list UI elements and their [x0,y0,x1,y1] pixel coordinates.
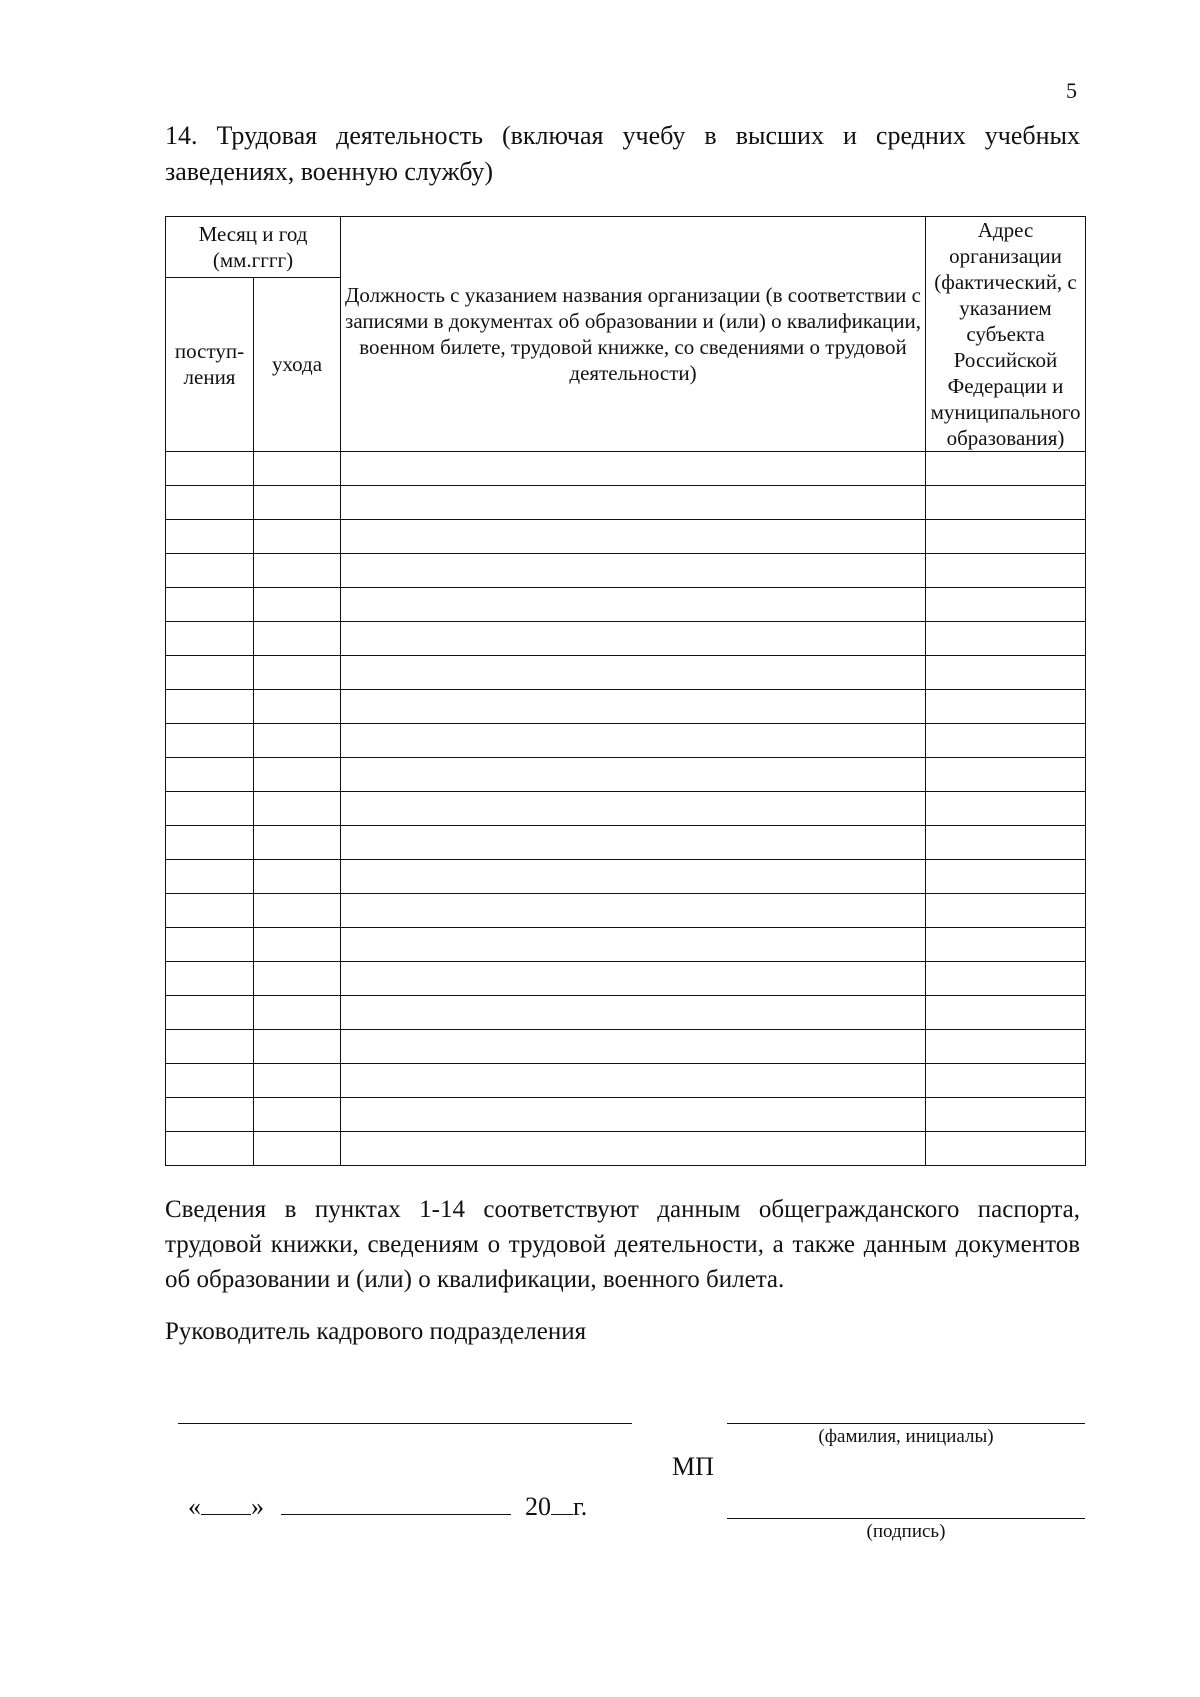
position-cell[interactable] [341,622,926,656]
table-row [166,860,1086,894]
table-row [166,452,1086,486]
position-cell[interactable] [341,962,926,996]
address-cell[interactable] [926,928,1086,962]
position-cell[interactable] [341,996,926,1030]
exit-cell[interactable] [254,826,341,860]
position-cell[interactable] [341,792,926,826]
address-cell[interactable] [926,554,1086,588]
address-cell[interactable] [926,1132,1086,1166]
address-cell[interactable] [926,1064,1086,1098]
header-address: Адрес организации (фактический, с указанием субъекта Российской Федерации и муниципального образования) [926,217,1086,452]
table-row [166,1098,1086,1132]
exit-cell[interactable] [254,656,341,690]
position-cell[interactable] [341,894,926,928]
date-line [188,1492,587,1522]
entry-cell[interactable] [166,1030,254,1064]
page-number: 5 [1066,78,1077,103]
signature-line[interactable] [727,1518,1085,1519]
position-cell[interactable] [341,1132,926,1166]
position-cell[interactable] [341,690,926,724]
exit-cell[interactable] [254,724,341,758]
exit-cell[interactable] [254,962,341,996]
exit-cell[interactable] [254,928,341,962]
date-year-blank[interactable] [551,1492,573,1515]
table-row [166,656,1086,690]
exit-cell[interactable] [254,622,341,656]
entry-cell[interactable] [166,758,254,792]
entry-cell[interactable] [166,690,254,724]
table-row [166,622,1086,656]
table-row [166,486,1086,520]
table-row [166,792,1086,826]
address-cell[interactable] [926,758,1086,792]
position-cell[interactable] [341,860,926,894]
date-year-suffix: г. [573,1492,588,1521]
exit-cell[interactable] [254,588,341,622]
address-cell[interactable] [926,996,1086,1030]
position-cell[interactable] [341,486,926,520]
exit-cell[interactable] [254,792,341,826]
position-cell[interactable] [341,452,926,486]
address-cell[interactable] [926,894,1086,928]
entry-cell[interactable] [166,1098,254,1132]
entry-cell[interactable] [166,452,254,486]
header-exit: ухода [254,277,341,451]
stamp-label: МП [672,1452,714,1481]
entry-cell[interactable] [166,792,254,826]
exit-cell[interactable] [254,996,341,1030]
header-entry: поступ-ления [166,277,254,451]
position-cell[interactable] [341,1030,926,1064]
exit-cell[interactable] [254,894,341,928]
entry-cell[interactable] [166,996,254,1030]
address-cell[interactable] [926,690,1086,724]
address-cell[interactable] [926,1030,1086,1064]
hr-head-signature-line[interactable] [178,1423,632,1424]
address-cell[interactable] [926,520,1086,554]
entry-cell[interactable] [166,554,254,588]
statement-text: Сведения в пунктах 1-14 соответствуют данным общегражданского паспорта, трудовой книжки, сведениям о трудовой деятельности, а также данным документов об образовании и (или) о квалификации, военного билета. [165,1196,1080,1293]
table-row [166,1030,1086,1064]
exit-cell[interactable] [254,1132,341,1166]
signature-caption: (подпись) [866,1521,946,1542]
entry-cell[interactable] [166,962,254,996]
position-cell[interactable] [341,724,926,758]
address-cell[interactable] [926,486,1086,520]
address-cell[interactable] [926,860,1086,894]
table-row [166,996,1086,1030]
employment-table [165,216,1086,1166]
exit-cell[interactable] [254,1064,341,1098]
date-year-prefix: 20 [525,1492,551,1521]
entry-cell[interactable] [166,1064,254,1098]
position-cell[interactable] [341,1064,926,1098]
employment-table-body [166,452,1086,1166]
exit-cell[interactable] [254,554,341,588]
position-cell[interactable] [341,758,926,792]
entry-cell[interactable] [166,520,254,554]
date-month-blank[interactable] [281,1492,511,1515]
entry-cell[interactable] [166,1132,254,1166]
address-cell[interactable] [926,792,1086,826]
date-open-quote: « [188,1492,201,1521]
entry-cell[interactable] [166,588,254,622]
position-cell[interactable] [341,1098,926,1132]
table-row [166,826,1086,860]
name-initials-line[interactable] [727,1423,1085,1424]
entry-cell[interactable] [166,486,254,520]
table-row [166,894,1086,928]
position-cell[interactable] [341,656,926,690]
employment-table-container [165,216,1085,1166]
header-month-year: Месяц и год (мм.гггг) [166,217,341,278]
position-cell[interactable] [341,554,926,588]
entry-cell[interactable] [166,724,254,758]
table-row [166,588,1086,622]
exit-cell[interactable] [254,1098,341,1132]
address-cell[interactable] [926,826,1086,860]
signer-title: Руководитель кадрового подразделения [165,1318,587,1345]
date-close-quote: » [251,1492,264,1521]
address-cell[interactable] [926,452,1086,486]
name-initials-caption: (фамилия, инициалы) [818,1426,994,1447]
exit-cell[interactable] [254,1030,341,1064]
address-cell[interactable] [926,656,1086,690]
address-cell[interactable] [926,724,1086,758]
entry-cell[interactable] [166,894,254,928]
position-cell[interactable] [341,826,926,860]
entry-cell[interactable] [166,928,254,962]
entry-cell[interactable] [166,656,254,690]
table-row [166,520,1086,554]
entry-cell[interactable] [166,826,254,860]
table-row [166,554,1086,588]
table-row [166,758,1086,792]
exit-cell[interactable] [254,520,341,554]
exit-cell[interactable] [254,758,341,792]
table-row [166,724,1086,758]
address-cell[interactable] [926,962,1086,996]
address-cell[interactable] [926,622,1086,656]
table-row [166,1064,1086,1098]
table-row [166,1132,1086,1166]
position-cell[interactable] [341,588,926,622]
address-cell[interactable] [926,1098,1086,1132]
position-cell[interactable] [341,520,926,554]
section-title: 14. Трудовая деятельность (включая учебу в высших и средних учебных заведениях, военную службу) [165,121,1080,186]
exit-cell[interactable] [254,690,341,724]
table-row [166,928,1086,962]
exit-cell[interactable] [254,452,341,486]
exit-cell[interactable] [254,486,341,520]
exit-cell[interactable] [254,860,341,894]
position-cell[interactable] [341,928,926,962]
address-cell[interactable] [926,588,1086,622]
header-position: Должность с указанием названия организации (в соответствии с записями в документах об образовании и (или) о квалификации, военном билете, трудовой книжке, со сведениями о трудовой деятельности) [341,217,926,452]
table-row [166,690,1086,724]
entry-cell[interactable] [166,622,254,656]
table-row [166,962,1086,996]
date-day-blank[interactable] [201,1492,251,1515]
entry-cell[interactable] [166,860,254,894]
